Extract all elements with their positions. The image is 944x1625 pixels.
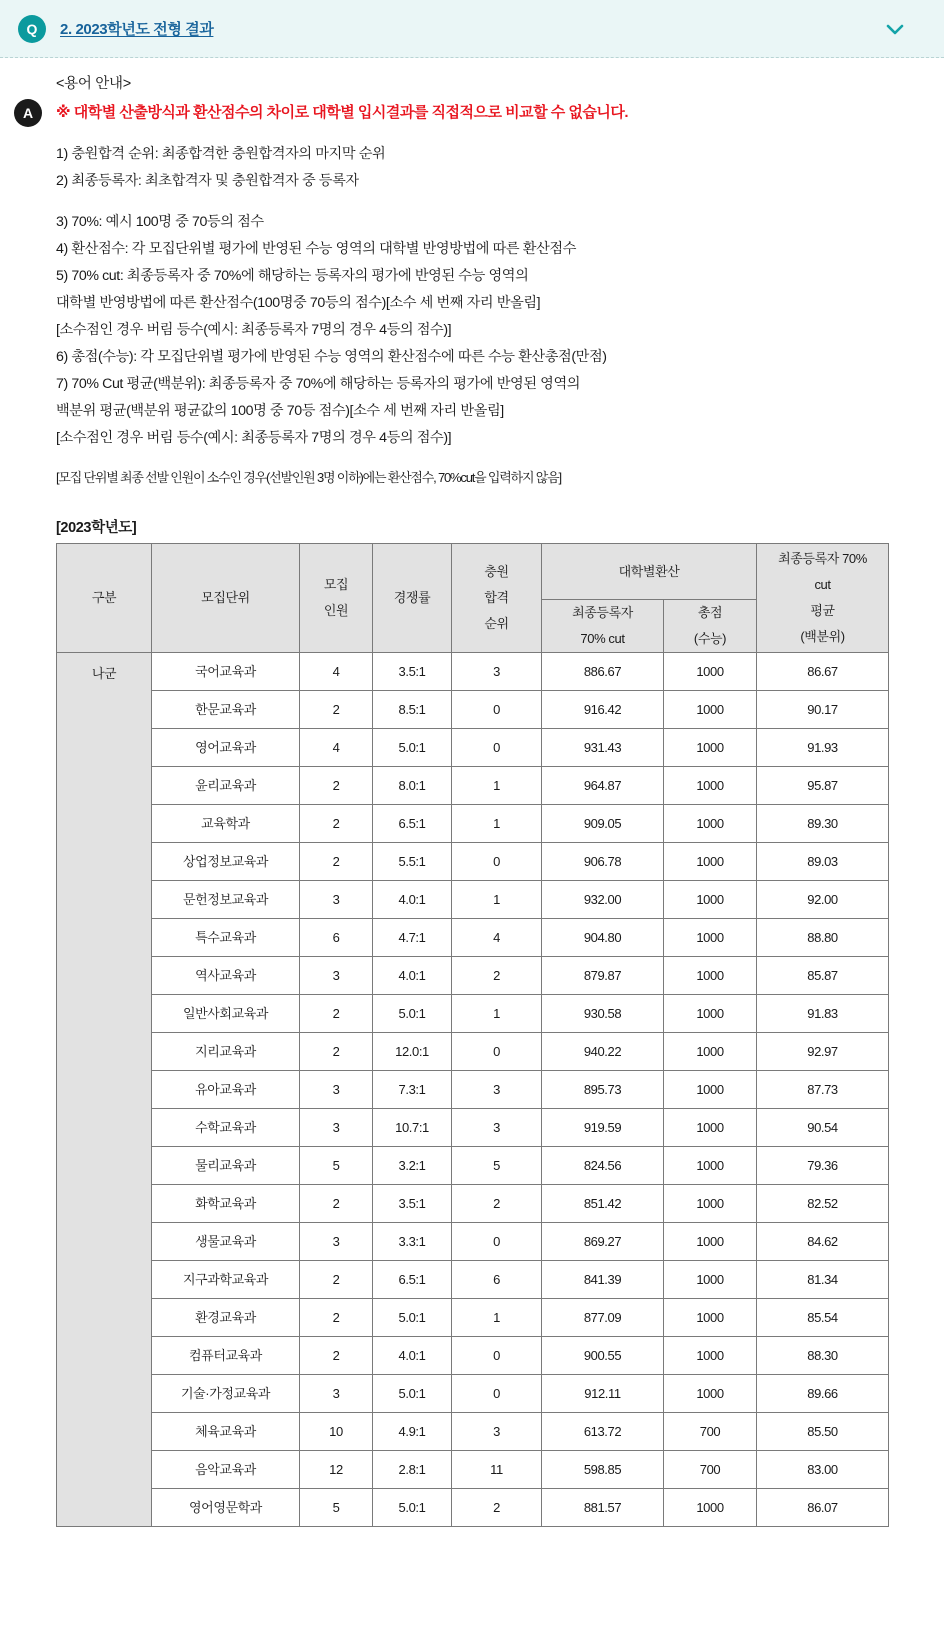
cell-cut: 932.00 <box>542 881 664 919</box>
note-line: 대학별 반영방법에 따른 환산점수(100명중 70등의 점수)[소수 세 번째 자리 반올림] <box>56 295 541 311</box>
cell-unit: 음악교육과 <box>152 1451 300 1489</box>
cell-quota: 2 <box>300 1299 373 1337</box>
cell-rank: 1 <box>452 767 542 805</box>
cell-avg: 82.52 <box>757 1185 889 1223</box>
table-row <box>57 691 889 729</box>
th-final-avg-line3: 평균 <box>810 603 835 618</box>
cell-cut: 940.22 <box>542 1033 664 1071</box>
cell-avg: 79.36 <box>757 1147 889 1185</box>
th-final-avg-line1: 최종등록자 70% <box>778 551 867 566</box>
cell-ratio: 4.7:1 <box>373 919 452 957</box>
cell-quota: 2 <box>300 767 373 805</box>
cell-cut: 886.67 <box>542 653 664 691</box>
cell-avg: 84.62 <box>757 1223 889 1261</box>
cell-unit: 윤리교육과 <box>152 767 300 805</box>
cell-total: 1000 <box>664 805 757 843</box>
table-row <box>57 729 889 767</box>
note-line: 2) 최종등록자: 최초합격자 및 충원합격자 중 등록자 <box>56 173 359 189</box>
cell-avg: 83.00 <box>757 1451 889 1489</box>
chevron-down-icon[interactable] <box>882 16 908 42</box>
cell-quota: 12 <box>300 1451 373 1489</box>
cell-unit: 한문교육과 <box>152 691 300 729</box>
cell-avg: 86.67 <box>757 653 889 691</box>
cell-quota: 2 <box>300 1261 373 1299</box>
cell-total: 1000 <box>664 1299 757 1337</box>
cell-rank: 11 <box>452 1451 542 1489</box>
cell-ratio: 6.5:1 <box>373 1261 452 1299</box>
cell-total: 1000 <box>664 729 757 767</box>
cell-quota: 5 <box>300 1147 373 1185</box>
cell-rank: 0 <box>452 1337 542 1375</box>
cell-ratio: 4.9:1 <box>373 1413 452 1451</box>
th-final-avg <box>757 544 889 653</box>
cell-cut: 613.72 <box>542 1413 664 1451</box>
table-row <box>57 653 889 691</box>
cell-unit: 환경교육과 <box>152 1299 300 1337</box>
cell-quota: 2 <box>300 1337 373 1375</box>
table-row <box>57 1185 889 1223</box>
th-total-line2: (수능) <box>693 631 727 646</box>
cell-total: 1000 <box>664 653 757 691</box>
cell-avg: 88.80 <box>757 919 889 957</box>
cell-ratio: 7.3:1 <box>373 1071 452 1109</box>
cell-rank: 6 <box>452 1261 542 1299</box>
cell-quota: 2 <box>300 691 373 729</box>
cell-total: 1000 <box>664 691 757 729</box>
cell-avg: 91.93 <box>757 729 889 767</box>
cell-avg: 87.73 <box>757 1071 889 1109</box>
th-final-avg-line2: cut <box>814 577 831 592</box>
cell-quota: 2 <box>300 1185 373 1223</box>
table-row <box>57 843 889 881</box>
table-header-row-1 <box>57 544 889 600</box>
terminology-notes <box>56 141 944 490</box>
cell-rank: 3 <box>452 1071 542 1109</box>
cell-cut: 904.80 <box>542 919 664 957</box>
cell-avg: 89.30 <box>757 805 889 843</box>
cell-cut: 906.78 <box>542 843 664 881</box>
cell-quota: 10 <box>300 1413 373 1451</box>
cell-total: 700 <box>664 1451 757 1489</box>
table-row <box>57 957 889 995</box>
cell-unit: 영어교육과 <box>152 729 300 767</box>
th-final-avg-line4: (백분위) <box>800 629 845 644</box>
cell-quota: 3 <box>300 1223 373 1261</box>
cell-unit: 물리교육과 <box>152 1147 300 1185</box>
cell-ratio: 2.8:1 <box>373 1451 452 1489</box>
cell-total: 1000 <box>664 919 757 957</box>
table-row <box>57 1223 889 1261</box>
table-body <box>57 653 889 1527</box>
th-rank-line2: 합격 <box>484 590 509 605</box>
cell-unit: 기술·가정교육과 <box>152 1375 300 1413</box>
cell-rank: 2 <box>452 1489 542 1527</box>
cell-cut: 919.59 <box>542 1109 664 1147</box>
group-cell-nagun: 나군 <box>57 653 152 1527</box>
cell-cut: 895.73 <box>542 1071 664 1109</box>
note-line: 3) 70%: 예시 100명 중 70등의 점수 <box>56 214 264 230</box>
th-rank <box>452 544 542 653</box>
cell-avg: 91.83 <box>757 995 889 1033</box>
question-badge-label: Q <box>26 20 38 37</box>
cell-unit: 지구과학교육과 <box>152 1261 300 1299</box>
cell-unit: 영어영문학과 <box>152 1489 300 1527</box>
th-gubun: 구분 <box>57 544 152 653</box>
question-badge <box>18 15 46 43</box>
cell-ratio: 5.0:1 <box>373 1489 452 1527</box>
cell-avg: 85.50 <box>757 1413 889 1451</box>
cell-ratio: 4.0:1 <box>373 881 452 919</box>
cell-rank: 1 <box>452 881 542 919</box>
cell-unit: 역사교육과 <box>152 957 300 995</box>
cell-ratio: 5.5:1 <box>373 843 452 881</box>
cell-quota: 2 <box>300 805 373 843</box>
cell-quota: 2 <box>300 843 373 881</box>
accordion-body <box>0 58 944 1537</box>
term-guide-heading: <용어 안내> <box>56 76 131 92</box>
answer-badge-label: A <box>22 105 34 121</box>
cell-ratio: 3.3:1 <box>373 1223 452 1261</box>
cell-rank: 0 <box>452 1223 542 1261</box>
cell-unit: 교육학과 <box>152 805 300 843</box>
cell-rank: 0 <box>452 1033 542 1071</box>
cell-ratio: 3.2:1 <box>373 1147 452 1185</box>
cell-unit: 일반사회교육과 <box>152 995 300 1033</box>
cell-unit: 지리교육과 <box>152 1033 300 1071</box>
table-row <box>57 1147 889 1185</box>
cell-ratio: 8.0:1 <box>373 767 452 805</box>
cell-rank: 3 <box>452 653 542 691</box>
cell-avg: 92.00 <box>757 881 889 919</box>
cell-cut: 869.27 <box>542 1223 664 1261</box>
cell-rank: 2 <box>452 957 542 995</box>
cell-total: 1000 <box>664 1375 757 1413</box>
cell-avg: 89.66 <box>757 1375 889 1413</box>
cell-cut: 598.85 <box>542 1451 664 1489</box>
cell-quota: 2 <box>300 1033 373 1071</box>
cell-quota: 3 <box>300 881 373 919</box>
cell-avg: 90.54 <box>757 1109 889 1147</box>
small-print-note: [모집 단위별 최종 선발 인원이 소수인 경우(선발인원 3명 이하)에는 환산점수, 70%cut을 입력하지 않음] <box>56 470 561 485</box>
cell-cut: 931.43 <box>542 729 664 767</box>
cell-avg: 86.07 <box>757 1489 889 1527</box>
cell-unit: 상업정보교육과 <box>152 843 300 881</box>
th-cut-line2: 70% cut <box>580 631 625 646</box>
cell-total: 1000 <box>664 1033 757 1071</box>
cell-ratio: 5.0:1 <box>373 995 452 1033</box>
th-rank-line1: 충원 <box>484 564 509 579</box>
table-row <box>57 1261 889 1299</box>
table-row <box>57 1071 889 1109</box>
note-spacer <box>56 452 944 466</box>
cell-rank: 3 <box>452 1109 542 1147</box>
table-row <box>57 995 889 1033</box>
accordion-header[interactable] <box>0 0 944 58</box>
cell-unit: 생물교육과 <box>152 1223 300 1261</box>
table-row <box>57 881 889 919</box>
cell-ratio: 5.0:1 <box>373 729 452 767</box>
cell-avg: 81.34 <box>757 1261 889 1299</box>
table-row <box>57 1489 889 1527</box>
th-quota-line2: 인원 <box>323 603 349 618</box>
note-spacer <box>56 195 944 209</box>
cell-unit: 컴퓨터교육과 <box>152 1337 300 1375</box>
cell-ratio: 5.0:1 <box>373 1299 452 1337</box>
cell-rank: 1 <box>452 995 542 1033</box>
th-cut-line1: 최종등록자 <box>572 605 633 620</box>
cell-cut: 912.11 <box>542 1375 664 1413</box>
note-line: [소수점인 경우 버림 등수(예시: 최종등록자 7명의 경우 4등의 점수)] <box>56 430 452 446</box>
cell-avg: 95.87 <box>757 767 889 805</box>
table-row <box>57 1451 889 1489</box>
cell-quota: 4 <box>300 729 373 767</box>
table-row <box>57 1033 889 1071</box>
note-line: 백분위 평균(백분위 평균값의 100명 중 70등 점수)[소수 세 번째 자리 반올림] <box>56 403 504 419</box>
table-row <box>57 919 889 957</box>
note-line: 6) 총점(수능): 각 모집단위별 평가에 반영된 수능 영역의 환산점수에 따른 수능 환산총점(만점) <box>56 349 607 365</box>
cell-total: 1000 <box>664 1337 757 1375</box>
cell-ratio: 12.0:1 <box>373 1033 452 1071</box>
note-line: 5) 70% cut: 최종등록자 중 70%에 해당하는 등록자의 평가에 반영된 수능 영역의 <box>56 268 529 284</box>
warning-row <box>0 99 944 127</box>
cell-total: 1000 <box>664 767 757 805</box>
cell-quota: 4 <box>300 653 373 691</box>
cell-ratio: 3.5:1 <box>373 1185 452 1223</box>
cell-quota: 3 <box>300 1109 373 1147</box>
cell-avg: 88.30 <box>757 1337 889 1375</box>
cell-avg: 92.97 <box>757 1033 889 1071</box>
cell-total: 1000 <box>664 843 757 881</box>
table-header <box>57 544 889 653</box>
table-year-title: [2023학년도] <box>56 520 137 536</box>
cell-ratio: 6.5:1 <box>373 805 452 843</box>
cell-total: 1000 <box>664 881 757 919</box>
cell-cut: 877.09 <box>542 1299 664 1337</box>
cell-ratio: 3.5:1 <box>373 653 452 691</box>
th-conversion-group: 대학별환산 <box>542 544 757 600</box>
th-ratio: 경쟁률 <box>373 544 452 653</box>
cell-quota: 3 <box>300 1071 373 1109</box>
answer-badge <box>14 99 42 127</box>
cell-cut: 916.42 <box>542 691 664 729</box>
note-line: 7) 70% Cut 평균(백분위): 최종등록자 중 70%에 해당하는 등록자의 평가에 반영된 영역의 <box>56 376 581 392</box>
table-row <box>57 1413 889 1451</box>
cell-quota: 3 <box>300 957 373 995</box>
cell-total: 1000 <box>664 1071 757 1109</box>
th-cut <box>542 600 664 653</box>
cell-avg: 85.54 <box>757 1299 889 1337</box>
cell-cut: 879.87 <box>542 957 664 995</box>
cell-total: 1000 <box>664 1185 757 1223</box>
cell-quota: 2 <box>300 995 373 1033</box>
th-rank-line3: 순위 <box>484 616 509 631</box>
cell-rank: 4 <box>452 919 542 957</box>
cell-total: 1000 <box>664 1261 757 1299</box>
cell-quota: 3 <box>300 1375 373 1413</box>
cell-unit: 수학교육과 <box>152 1109 300 1147</box>
cell-rank: 1 <box>452 1299 542 1337</box>
cell-rank: 2 <box>452 1185 542 1223</box>
cell-avg: 90.17 <box>757 691 889 729</box>
cell-total: 1000 <box>664 1147 757 1185</box>
cell-cut: 881.57 <box>542 1489 664 1527</box>
th-quota <box>300 544 373 653</box>
table-row <box>57 1109 889 1147</box>
cell-unit: 국어교육과 <box>152 653 300 691</box>
results-table-wrapper <box>56 543 888 1527</box>
note-line: 4) 환산점수: 각 모집단위별 평가에 반영된 수능 영역의 대학별 반영방법에 따른 환산점수 <box>56 241 576 257</box>
cell-cut: 909.05 <box>542 805 664 843</box>
cell-ratio: 5.0:1 <box>373 1375 452 1413</box>
accordion-title[interactable]: 2. 2023학년도 전형 결과 <box>60 21 214 38</box>
cell-unit: 체육교육과 <box>152 1413 300 1451</box>
cell-unit: 유아교육과 <box>152 1071 300 1109</box>
cell-rank: 5 <box>452 1147 542 1185</box>
cell-ratio: 4.0:1 <box>373 957 452 995</box>
cell-total: 1000 <box>664 1223 757 1261</box>
cell-total: 1000 <box>664 957 757 995</box>
table-row <box>57 1375 889 1413</box>
table-row <box>57 805 889 843</box>
th-quota-line1: 모집 <box>323 577 349 592</box>
cell-rank: 0 <box>452 729 542 767</box>
cell-unit: 문헌정보교육과 <box>152 881 300 919</box>
table-row <box>57 1299 889 1337</box>
cell-cut: 851.42 <box>542 1185 664 1223</box>
cell-cut: 841.39 <box>542 1261 664 1299</box>
th-total-line1: 총점 <box>697 605 723 620</box>
th-total <box>664 600 757 653</box>
cell-rank: 0 <box>452 691 542 729</box>
cell-cut: 964.87 <box>542 767 664 805</box>
cell-cut: 900.55 <box>542 1337 664 1375</box>
cell-quota: 5 <box>300 1489 373 1527</box>
cell-cut: 824.56 <box>542 1147 664 1185</box>
cell-cut: 930.58 <box>542 995 664 1033</box>
cell-total: 1000 <box>664 1109 757 1147</box>
cell-ratio: 8.5:1 <box>373 691 452 729</box>
warning-text: ※ 대학별 산출방식과 환산점수의 차이로 대학별 입시결과를 직접적으로 비교할 수 없습니다. <box>56 104 629 121</box>
cell-ratio: 4.0:1 <box>373 1337 452 1375</box>
cell-rank: 3 <box>452 1413 542 1451</box>
cell-ratio: 10.7:1 <box>373 1109 452 1147</box>
cell-unit: 화학교육과 <box>152 1185 300 1223</box>
cell-rank: 0 <box>452 843 542 881</box>
cell-avg: 89.03 <box>757 843 889 881</box>
cell-unit: 특수교육과 <box>152 919 300 957</box>
cell-total: 700 <box>664 1413 757 1451</box>
cell-rank: 1 <box>452 805 542 843</box>
cell-total: 1000 <box>664 1489 757 1527</box>
table-row <box>57 1337 889 1375</box>
note-line: [소수점인 경우 버림 등수(예시: 최종등록자 7명의 경우 4등의 점수)] <box>56 322 452 338</box>
cell-avg: 85.87 <box>757 957 889 995</box>
cell-total: 1000 <box>664 995 757 1033</box>
cell-quota: 6 <box>300 919 373 957</box>
note-line: 1) 충원합격 순위: 최종합격한 충원합격자의 마지막 순위 <box>56 146 386 162</box>
th-unit: 모집단위 <box>152 544 300 653</box>
table-row <box>57 767 889 805</box>
admission-results-table <box>56 543 889 1527</box>
cell-rank: 0 <box>452 1375 542 1413</box>
